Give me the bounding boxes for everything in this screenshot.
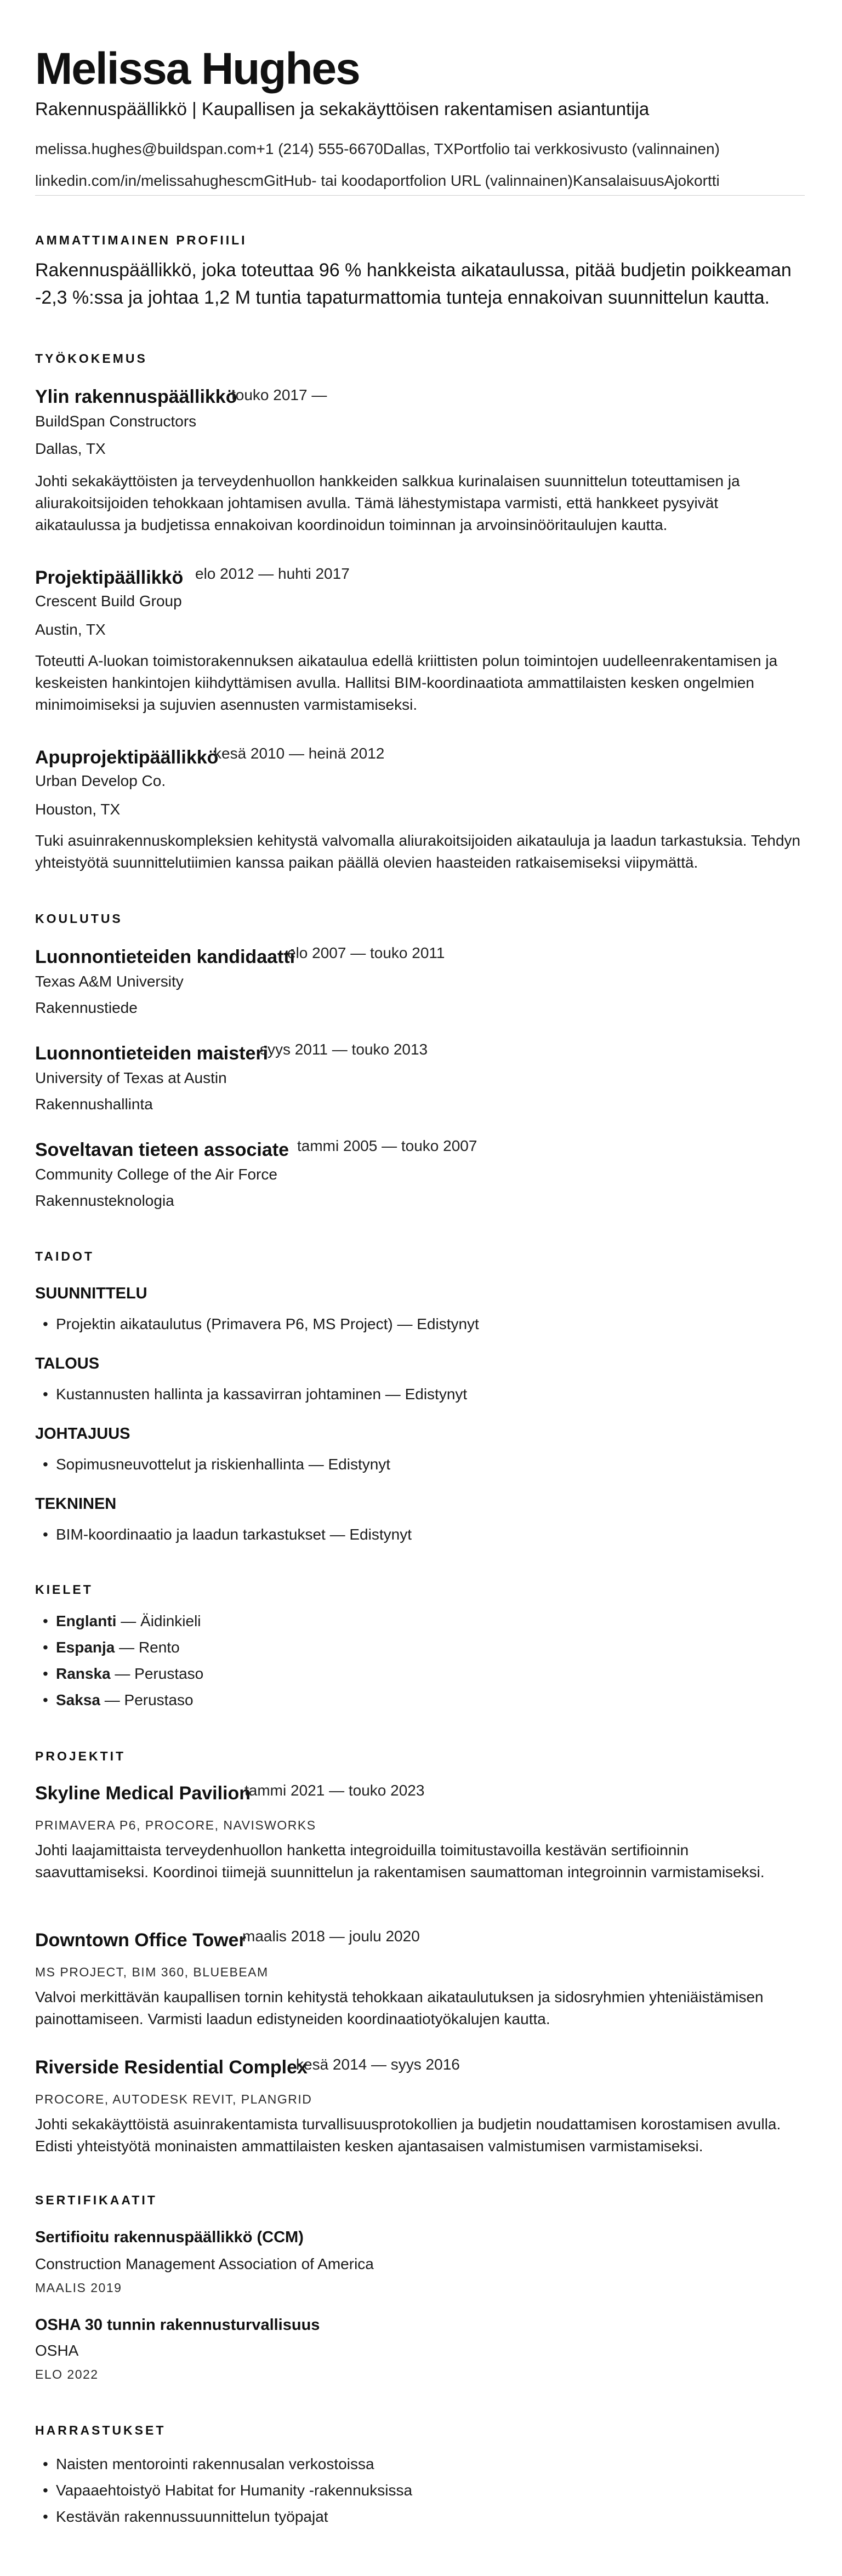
job-company: Crescent Build Group (35, 592, 182, 609)
languages-section-title: KIELET (35, 1582, 93, 1597)
job-location: Austin, TX (35, 621, 106, 638)
profile-section-title: AMMATTIMAINEN PROFIILI (35, 233, 247, 247)
job-dates: kesä 2010 — heinä 2012 (214, 745, 385, 762)
job-title: Ylin rakennuspäällikkö (35, 386, 237, 407)
school-name: Community College of the Air Force (35, 1166, 277, 1183)
project-name: Riverside Residential Complex (35, 2057, 308, 2078)
contact-line-2 (35, 171, 720, 191)
project-description: Johti sekakäyttöistä asuinrakentamista turvallisuusprotokollien ja budjetin noudattamisen korostamisen avulla. Edisti yhteistyötä moninaisten ammattilaisten kesken ajantasaisen valmistumisen varmistamiseksi. (35, 2116, 781, 2155)
language-item: • Saksa — Perustaso (43, 1691, 194, 1708)
field-of-study: Rakennustiede (35, 999, 138, 1016)
job-location: Dallas, TX (35, 440, 106, 457)
project-tools: PROCORE, AUTODESK REVIT, PLANGRID (35, 2092, 312, 2106)
projects-section-title: PROJEKTIT (35, 1749, 126, 1763)
skill-group-title: JOHTAJUUS (35, 1425, 130, 1443)
location: Dallas, TX (383, 140, 454, 157)
skill-item: • BIM-koordinaatio ja laadun tarkastukset — Edistynyt (43, 1526, 412, 1543)
project-dates: kesä 2014 — syys 2016 (296, 2056, 460, 2073)
phone: +1 (214) 555-6670 (256, 140, 383, 157)
linkedin-link[interactable]: linkedin.com/in/melissahughescm (35, 172, 264, 189)
skills-section-title: TAIDOT (35, 1249, 94, 1263)
project-tools: MS PROJECT, BIM 360, BLUEBEAM (35, 1965, 269, 1979)
drivers-license: Ajokortti (664, 172, 720, 189)
job-dates: elo 2012 — huhti 2017 (195, 565, 350, 582)
interest-item: • Naisten mentorointi rakennusalan verkostoissa (43, 2455, 374, 2472)
skill-item: • Projektin aikataulutus (Primavera P6, MS Project) — Edistynyt (43, 1315, 479, 1332)
degree-dates: syys 2011 — touko 2013 (260, 1041, 428, 1058)
interest-item: • Kestävän rakennussuunnittelun työpajat (43, 2508, 328, 2525)
certification-date: ELO 2022 (35, 2367, 99, 2381)
job-title: Projektipäällikkö (35, 567, 184, 588)
certification-issuer: OSHA (35, 2342, 79, 2359)
project-dates: tammi 2021 — touko 2023 (244, 1782, 425, 1799)
email-link[interactable]: melissa.hughes@buildspan.com (35, 140, 257, 157)
education-section-title: KOULUTUS (35, 911, 123, 926)
citizenship: Kansalaisuus (573, 172, 664, 189)
certification-date: MAALIS 2019 (35, 2281, 122, 2295)
project-description: Johti laajamittaista terveydenhuollon hanketta integroiduilla toimitustavoilla kestävän sertifioinnin saavuttamiseksi. Koordinoi tiimejä suunnittelun ja rakentamisen saumattoman integroinnin varmistamiseksi. (35, 1842, 765, 1880)
experience-section-title: TYÖKOKEMUS (35, 351, 147, 366)
skill-group-title: SUUNNITTELU (35, 1285, 147, 1302)
school-name: Texas A&M University (35, 973, 184, 990)
school-name: University of Texas at Austin (35, 1069, 227, 1086)
job-description: Johti sekakäyttöisten ja terveydenhuollon hankkeiden salkkua kurinalaisen suunnittelun toteuttamisen ja aliurakoitsijoiden tehokkaan johtamisen avulla. Tämä lähestymistapa varmisti, että hankkeet pysyivät aikataulussa ja budjetissa ennakoivan koordinoidun toiminnan ja arvoinsinööritaulujen kautta. (35, 472, 740, 533)
certification-issuer: Construction Management Association of America (35, 2255, 374, 2272)
project-tools: PRIMAVERA P6, PROCORE, NAVISWORKS (35, 1818, 316, 1832)
contact-line-1 (35, 139, 720, 159)
project-description: Valvoi merkittävän kaupallisen tornin kehitystä tehokkaan aikataulutuksen ja sidosryhmien yhteniäistämisen painottamiseen. Varmisti laadun edistyneiden koordinaatiotyökalujen kautta. (35, 1988, 764, 2027)
job-company: BuildSpan Constructors (35, 413, 197, 430)
github-link[interactable]: GitHub- tai koodaportfolion URL (valinnainen) (264, 172, 573, 189)
language-item: • Englanti — Äidinkieli (43, 1612, 201, 1629)
interests-section-title: HARRASTUKSET (35, 2423, 166, 2437)
degree-title: Luonnontieteiden maisteri (35, 1043, 269, 1064)
skill-group-title: TALOUS (35, 1355, 100, 1372)
certification-name: OSHA 30 tunnin rakennusturvallisuus (35, 2316, 320, 2334)
job-dates: touko 2017 — (231, 386, 327, 403)
degree-dates: elo 2007 — touko 2011 (287, 944, 445, 961)
field-of-study: Rakennushallinta (35, 1096, 153, 1113)
project-name: Downtown Office Tower (35, 1930, 246, 1951)
job-description: Toteutti A-luokan toimistorakennuksen aikataulua edellä kriittisten polun toimintojen uudelleenrakentamisen ja keskeisten hankintojen kiihdyttämisen avulla. Hallitsi BIM-koordinaatiota ammattilaisten kesken ongelmien minimoimiseksi ja sujuvien asennusten varmistamiseksi. (35, 652, 778, 713)
language-item: • Ranska — Perustaso (43, 1665, 204, 1682)
header-divider (35, 195, 805, 196)
degree-title: Luonnontieteiden kandidaatti (35, 947, 295, 967)
language-item: • Espanja — Rento (43, 1639, 180, 1656)
field-of-study: Rakennusteknologia (35, 1192, 174, 1209)
skill-group-title: TEKNINEN (35, 1495, 117, 1513)
degree-dates: tammi 2005 — touko 2007 (297, 1137, 477, 1154)
interest-item: • Vapaaehtoistyö Habitat for Humanity -rakennuksissa (43, 2482, 413, 2499)
certifications-section-title: SERTIFIKAATIT (35, 2193, 157, 2207)
job-title: Apuprojektipäällikkö (35, 747, 219, 768)
profile-summary: Rakennuspäällikkö, joka toteuttaa 96 % hankkeista aikataulussa, pitää budjetin poikkeaman -2,3 %:ssa ja johtaa 1,2 M tuntia tapaturmattomia tunteja ennakoivan suunnittelun kautta. (35, 260, 792, 308)
project-name: Skyline Medical Pavilion (35, 1783, 251, 1804)
candidate-name: Melissa Hughes (35, 44, 360, 94)
skill-item: • Sopimusneuvottelut ja riskienhallinta — Edistynyt (43, 1456, 391, 1473)
degree-title: Soveltavan tieteen associate (35, 1139, 289, 1160)
skill-item: • Kustannusten hallinta ja kassavirran johtaminen — Edistynyt (43, 1386, 468, 1403)
portfolio-link[interactable]: Portfolio tai verkkosivusto (valinnainen) (453, 140, 720, 157)
headline: Rakennuspäällikkö | Kaupallisen ja sekakäyttöisen rakentamisen asiantuntija (35, 99, 650, 119)
project-dates: maalis 2018 — joulu 2020 (242, 1928, 420, 1945)
job-company: Urban Develop Co. (35, 772, 166, 789)
job-location: Houston, TX (35, 801, 121, 818)
certification-name: Sertifioitu rakennuspäällikkö (CCM) (35, 2229, 304, 2246)
job-description: Tuki asuinrakennuskompleksien kehitystä valvomalla aliurakoitsijoiden aikatauluja ja laadun tarkastuksia. Tehdyn yhteistyötä suunnittelutiimien kanssa paikan päällä olevien haasteiden ratkaisemiseksi viipymättä. (35, 832, 801, 871)
